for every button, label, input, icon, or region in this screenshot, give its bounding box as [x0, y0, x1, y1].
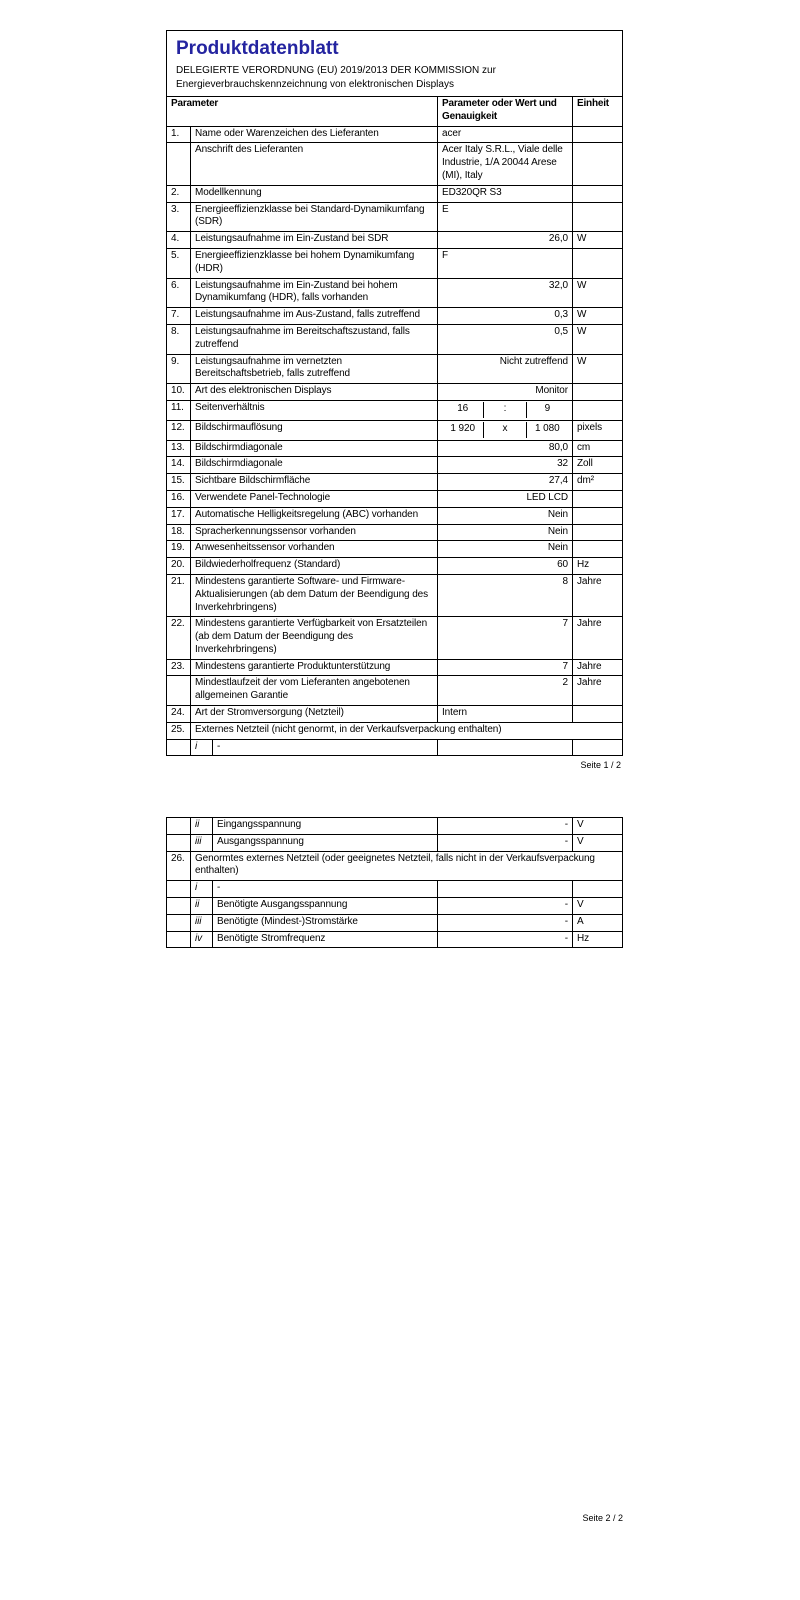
row-unit: [573, 384, 623, 401]
row-unit: [573, 248, 623, 278]
table-row: [167, 739, 623, 756]
row-parameter: Automatische Helligkeitsregelung (ABC) vorhanden: [191, 507, 438, 524]
row-unit: W: [573, 324, 623, 354]
row-parameter: Energieeffizienzklasse bei hohem Dynamikumfang (HDR): [191, 248, 438, 278]
row-value: 0,5: [438, 324, 573, 354]
row-value: 27,4: [438, 474, 573, 491]
datasheet-table-2: [166, 817, 623, 948]
row-unit: [573, 143, 623, 185]
row-unit: W: [573, 232, 623, 249]
row-unit: [573, 126, 623, 143]
table-row: [167, 457, 623, 474]
row-unit: [573, 541, 623, 558]
table-row: [167, 558, 623, 575]
row-letter: i: [191, 881, 213, 898]
row-letter: iii: [191, 834, 213, 851]
table-row: [167, 490, 623, 507]
row-unit: [573, 524, 623, 541]
row-number: 5.: [167, 248, 191, 278]
row-parameter: Anwesenheitssensor vorhanden: [191, 541, 438, 558]
table-row: [167, 384, 623, 401]
row-number: 19.: [167, 541, 191, 558]
header-parameter: Parameter: [167, 97, 438, 127]
row-unit: [573, 400, 623, 420]
row-number: 7.: [167, 308, 191, 325]
row-value: Intern: [438, 706, 573, 723]
row-number: [167, 881, 191, 898]
row-number: 12.: [167, 420, 191, 440]
row-parameter: Benötigte Ausgangsspannung: [213, 897, 438, 914]
row-number: 24.: [167, 706, 191, 723]
datasheet-page-2: [166, 817, 623, 948]
row-parameter: Spracherkennungssensor vorhanden: [191, 524, 438, 541]
table-row: [167, 507, 623, 524]
row-unit: cm: [573, 440, 623, 457]
row-value: Nein: [438, 507, 573, 524]
row-number: 18.: [167, 524, 191, 541]
row-value: Acer Italy S.R.L., Viale delle Industrie, 1/A 20044 Arese (MI), Italy: [438, 143, 573, 185]
table-row: [167, 541, 623, 558]
row-value: -: [438, 818, 573, 835]
row-letter: ii: [191, 818, 213, 835]
row-unit: dm²: [573, 474, 623, 491]
row-number: 15.: [167, 474, 191, 491]
table-row: [167, 722, 623, 739]
resolution-separator: x: [483, 422, 525, 438]
table-row: [167, 617, 623, 659]
row-value: 8: [438, 574, 573, 616]
table-row: [167, 185, 623, 202]
row-number: 17.: [167, 507, 191, 524]
row-letter: i: [191, 739, 213, 756]
row-number: 14.: [167, 457, 191, 474]
row-value: [438, 739, 573, 756]
table-row: [167, 420, 623, 440]
row-number: 26.: [167, 851, 191, 881]
row-unit: V: [573, 897, 623, 914]
table-row: [167, 851, 623, 881]
row-parameter-span: Externes Netzteil (nicht genormt, in der Verkaufsverpackung enthalten): [191, 722, 623, 739]
row-unit: W: [573, 308, 623, 325]
page2-footer: Seite 2 / 2: [582, 1513, 623, 1523]
row-value: 0,3: [438, 308, 573, 325]
page-subtitle: DELEGIERTE VERORDNUNG (EU) 2019/2013 DER KOMMISSION zur Energieverbrauchskennzeichnung von elektronischen Displays: [176, 65, 496, 90]
row-unit: [573, 202, 623, 232]
row-parameter: Art der Stromversorgung (Netzteil): [191, 706, 438, 723]
row-number: 11.: [167, 400, 191, 420]
row-number: [167, 931, 191, 948]
row-number: 3.: [167, 202, 191, 232]
row-number: [167, 834, 191, 851]
row-value: -: [438, 931, 573, 948]
table-row: [167, 676, 623, 706]
row-value: [438, 420, 573, 440]
row-parameter: Mindestens garantierte Verfügbarkeit von Ersatzteilen (ab dem Datum der Beendigung des Inverkehrbringens): [191, 617, 438, 659]
row-unit: pixels: [573, 420, 623, 440]
row-parameter: Verwendete Panel-Technologie: [191, 490, 438, 507]
row-parameter: Mindestlaufzeit der vom Lieferanten angebotenen allgemeinen Garantie: [191, 676, 438, 706]
table-row: [167, 706, 623, 723]
row-value: 7: [438, 617, 573, 659]
row-value: F: [438, 248, 573, 278]
table-row: [167, 126, 623, 143]
page-title: Produktdatenblatt: [176, 38, 339, 59]
row-value: [438, 881, 573, 898]
table-row: [167, 897, 623, 914]
row-number: 2.: [167, 185, 191, 202]
row-unit: Zoll: [573, 457, 623, 474]
row-unit: Jahre: [573, 574, 623, 616]
row-value: -: [438, 834, 573, 851]
row-unit: [573, 185, 623, 202]
row-value: 26,0: [438, 232, 573, 249]
row-value: ED320QR S3: [438, 185, 573, 202]
row-number: 25.: [167, 722, 191, 739]
row-value: E: [438, 202, 573, 232]
row-unit: Hz: [573, 931, 623, 948]
table-row: [167, 278, 623, 308]
table-row: [167, 202, 623, 232]
row-number: 9.: [167, 354, 191, 384]
row-unit: [573, 706, 623, 723]
row-parameter: -: [213, 739, 438, 756]
row-number: 13.: [167, 440, 191, 457]
row-unit: [573, 881, 623, 898]
row-unit: [573, 739, 623, 756]
resolution-height: 1 080: [526, 422, 568, 438]
row-value: Monitor: [438, 384, 573, 401]
row-unit: V: [573, 834, 623, 851]
page1-footer: Seite 1 / 2: [580, 760, 621, 771]
row-parameter: Sichtbare Bildschirmfläche: [191, 474, 438, 491]
table-row: [167, 914, 623, 931]
table-row: [167, 524, 623, 541]
row-parameter: Leistungsaufnahme im Ein-Zustand bei SDR: [191, 232, 438, 249]
row-parameter: -: [213, 881, 438, 898]
row-number: 6.: [167, 278, 191, 308]
row-value: -: [438, 897, 573, 914]
row-value: Nicht zutreffend: [438, 354, 573, 384]
row-parameter: Energieeffizienzklasse bei Standard-Dynamikumfang (SDR): [191, 202, 438, 232]
table-row: [167, 400, 623, 420]
row-letter: ii: [191, 897, 213, 914]
table-row: [167, 324, 623, 354]
row-parameter: Leistungsaufnahme im Aus-Zustand, falls zutreffend: [191, 308, 438, 325]
row-parameter: Mindestens garantierte Produktunterstützung: [191, 659, 438, 676]
row-parameter: Ausgangsspannung: [213, 834, 438, 851]
row-number: [167, 818, 191, 835]
row-parameter: Leistungsaufnahme im vernetzten Bereitschaftsbetrieb, falls zutreffend: [191, 354, 438, 384]
row-unit: V: [573, 818, 623, 835]
row-number: 8.: [167, 324, 191, 354]
header-unit: Einheit: [573, 97, 623, 127]
row-parameter: Benötigte Stromfrequenz: [213, 931, 438, 948]
row-value: LED LCD: [438, 490, 573, 507]
row-value: 60: [438, 558, 573, 575]
row-value: 32: [438, 457, 573, 474]
row-parameter: Seitenverhältnis: [191, 400, 438, 420]
row-value: Nein: [438, 524, 573, 541]
table-row: [167, 574, 623, 616]
row-parameter: Bildschirmauflösung: [191, 420, 438, 440]
table-row: [167, 881, 623, 898]
row-value: acer: [438, 126, 573, 143]
table-row: [167, 834, 623, 851]
row-parameter: Bildschirmdiagonale: [191, 440, 438, 457]
row-number: 22.: [167, 617, 191, 659]
row-parameter: Bildwiederholfrequenz (Standard): [191, 558, 438, 575]
resolution-width: 1 920: [450, 422, 475, 434]
table-row: [167, 818, 623, 835]
row-parameter: Eingangsspannung: [213, 818, 438, 835]
row-number: [167, 143, 191, 185]
table-row: [167, 659, 623, 676]
table-row: [167, 308, 623, 325]
row-letter: iv: [191, 931, 213, 948]
table-row: [167, 248, 623, 278]
aspect-height: 9: [526, 402, 568, 418]
table-row: [167, 440, 623, 457]
table-row: [167, 474, 623, 491]
aspect-separator: :: [483, 402, 525, 418]
row-number: [167, 897, 191, 914]
row-parameter: Art des elektronischen Displays: [191, 384, 438, 401]
row-parameter: Name oder Warenzeichen des Lieferanten: [191, 126, 438, 143]
header-value: Parameter oder Wert und Genauigkeit: [438, 97, 573, 127]
row-value: Nein: [438, 541, 573, 558]
row-unit: W: [573, 278, 623, 308]
row-value: -: [438, 914, 573, 931]
row-parameter: Mindestens garantierte Software- und Firmware-Aktualisierungen (ab dem Datum der Beendigung des Inverkehrbringens): [191, 574, 438, 616]
table-row: [167, 143, 623, 185]
document-header: [166, 30, 623, 96]
row-parameter: Anschrift des Lieferanten: [191, 143, 438, 185]
row-number: 21.: [167, 574, 191, 616]
row-number: [167, 739, 191, 756]
row-number: 23.: [167, 659, 191, 676]
row-value: 32,0: [438, 278, 573, 308]
row-unit: Hz: [573, 558, 623, 575]
row-unit: A: [573, 914, 623, 931]
row-value: [438, 400, 573, 420]
row-unit: W: [573, 354, 623, 384]
row-unit: [573, 507, 623, 524]
row-number: [167, 676, 191, 706]
row-parameter: Leistungsaufnahme im Ein-Zustand bei hohem Dynamikumfang (HDR), falls vorhanden: [191, 278, 438, 308]
row-number: 16.: [167, 490, 191, 507]
datasheet-page-1: [166, 30, 623, 770]
row-number: 4.: [167, 232, 191, 249]
row-value: 2: [438, 676, 573, 706]
table-row: [167, 931, 623, 948]
table-row: [167, 354, 623, 384]
row-unit: Jahre: [573, 659, 623, 676]
row-unit: Jahre: [573, 676, 623, 706]
row-number: [167, 914, 191, 931]
table-header-row: [167, 97, 623, 127]
row-value: 80,0: [438, 440, 573, 457]
row-letter: iii: [191, 914, 213, 931]
row-value: 7: [438, 659, 573, 676]
row-unit: [573, 490, 623, 507]
datasheet-table-1: [166, 96, 623, 756]
row-unit: Jahre: [573, 617, 623, 659]
row-parameter: Bildschirmdiagonale: [191, 457, 438, 474]
row-number: 20.: [167, 558, 191, 575]
row-parameter: Benötigte (Mindest-)Stromstärke: [213, 914, 438, 931]
table-row: [167, 232, 623, 249]
row-number: 1.: [167, 126, 191, 143]
aspect-width: 16: [457, 402, 469, 414]
row-parameter: Modellkennung: [191, 185, 438, 202]
row-parameter-span: Genormtes externes Netzteil (oder geeignetes Netzteil, falls nicht in der Verkaufsverpackung enthalten): [191, 851, 623, 881]
row-number: 10.: [167, 384, 191, 401]
row-parameter: Leistungsaufnahme im Bereitschaftszustand, falls zutreffend: [191, 324, 438, 354]
